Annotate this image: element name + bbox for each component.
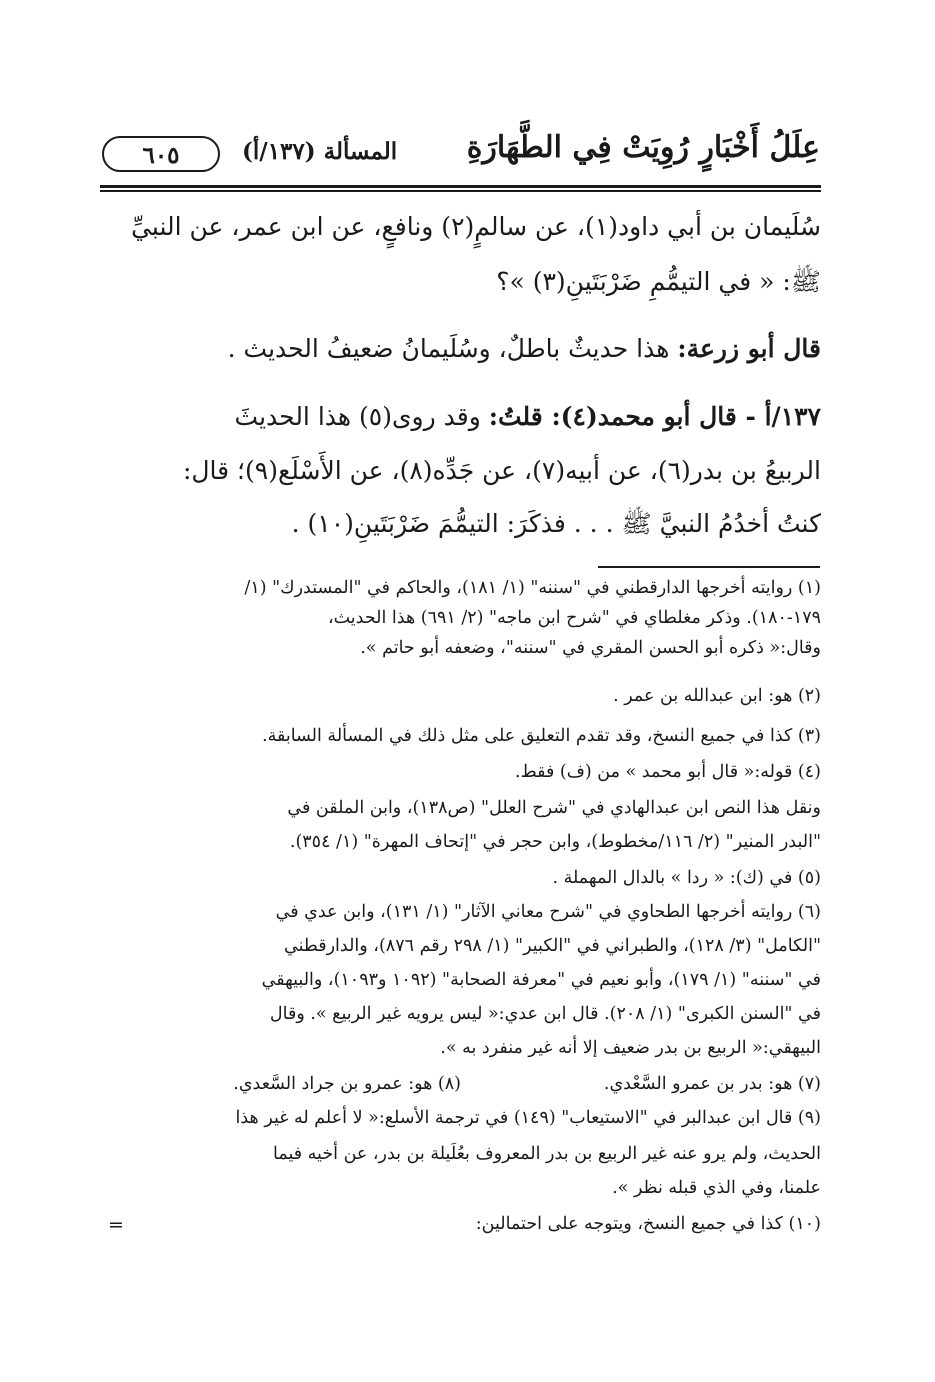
footnote-line: علمنا، وفي الذي قبله نظر ». [612, 1178, 821, 1198]
footnote-line: (٢) هو: ابن عبدالله بن عمر . [613, 686, 821, 706]
footnote-line: في "سننه" (١/ ١٧٩)، وأبو نعيم في "معرفة الصحابة" (١٠٩٢ و١٠٩٣)، والبيهقي [261, 970, 821, 990]
footnote-line: البيهقي:« الربيع بن بدر ضعيف إلا أنه غير منفرد به ». [440, 1038, 821, 1058]
footnote-line: (٦) روايته أخرجها الطحاوي في "شرح معاني الآثار" (١/ ١٣١)، وابن عدي في [275, 902, 821, 922]
text-line: الربيعُ بن بدر(٦)، عن أبيه(٧)، عن جَدِّه(٨)، عن الأَسْلَع(٩)؛ قال: [182, 456, 821, 485]
footnote-line: وقال:« ذكره أبو الحسن المقري في "سننه"، وضعفه أبو حاتم ». [360, 638, 821, 658]
footnote-line: ونقل هذا النص ابن عبدالهادي في "شرح العلل" (ص١٣٨)، وابن الملقن في [287, 798, 821, 818]
text-line: ﷺ: « في التيمُّمِ ضَرْبَتَينِ(٣) »؟ [496, 267, 821, 296]
footnote-line: (١٠) كذا في جميع النسخ، ويتوجه على احتمالين: [475, 1214, 821, 1234]
footnote-line: (٧) هو: بدر بن عمرو السَّعْدي. [603, 1074, 821, 1094]
issue-heading: ١٣٧/أ - قال أبو محمد(٤): قلتُ: [488, 402, 821, 431]
footnote-line: (٨) هو: عمرو بن جراد السَّعدي. [233, 1074, 461, 1094]
footnote-line: "البدر المنير" (٢/ ١١٦/مخطوط)، وابن حجر في "إتحاف المهرة" (١/ ٣٥٤). [289, 832, 821, 852]
footnote-line: في "السنن الكبرى" (١/ ٢٠٨). قال ابن عدي:« ليس يرويه غير الربيع ». وقال [269, 1004, 821, 1024]
running-header [100, 128, 820, 180]
text-line [235, 402, 821, 431]
footnote-line: (٤) قوله:« قال أبو محمد » من (ف) فقط. [514, 762, 821, 782]
footnote-line: الحديث، ولم يرو عنه غير الربيع بن بدر المعروف بعُلَيلة بن بدر، عن أخيه فيما [273, 1144, 821, 1164]
header-rule-thick [100, 185, 821, 188]
text-line [228, 334, 821, 363]
header-rule-thin [100, 190, 821, 192]
footnote-line: (١) روايته أخرجها الدارقطني في "سننه" (١/ ١٨١)، والحاكم في "المستدرك" (١/ [244, 578, 821, 598]
book-title: عِلَلُ أَخْبَارٍ رُوِيَتْ فِي الطَّهَارَةِ [466, 130, 820, 165]
issue-number: المسألة (١٣٧/أ) [242, 138, 398, 165]
text-span: وقد روى(٥) هذا الحديثَ [234, 402, 489, 431]
footnote-line: (٥) في (ك): « ردا » بالدال المهملة . [552, 868, 821, 888]
text-line: كنتُ أخدُمُ النبيَّ ﷺ . . . فذكَرَ: التيمُّمَ ضَرْبَتَينِ(١٠) . [291, 509, 821, 538]
text-span: هذا حديثٌ باطلٌ، وسُلَيمانُ ضعيفُ الحديث . [227, 334, 678, 363]
footnote-separator [598, 566, 820, 568]
footnote-line: "الكامل" (٣/ ١٢٨)، والطبراني في "الكبير" (١/ ٢٩٨ رقم ٨٧٦)، والدارقطني [284, 936, 821, 956]
footnote-line: (٩) قال ابن عبدالبر في "الاستيعاب" (١٤٩) في ترجمة الأسلع:« لا أعلم له غير هذا [235, 1108, 821, 1128]
footnote-line: (٣) كذا في جميع النسخ، وقد تقدم التعليق على مثل ذلك في المسألة السابقة. [262, 726, 821, 746]
page-number: ٦٠٥ [102, 136, 220, 172]
text-line: سُلَيمان بن أبي داود(١)، عن سالمٍ(٢) ونافعٍ، عن ابن عمر، عن النبيِّ [131, 212, 821, 241]
continuation-mark: = [108, 1214, 124, 1236]
speaker-label: قال أبو زرعة: [677, 334, 821, 363]
footnote-line: ١٧٩-١٨٠). وذكر مغلطاي في "شرح ابن ماجه" (٢/ ٦٩١) هذا الحديث، [327, 608, 821, 628]
